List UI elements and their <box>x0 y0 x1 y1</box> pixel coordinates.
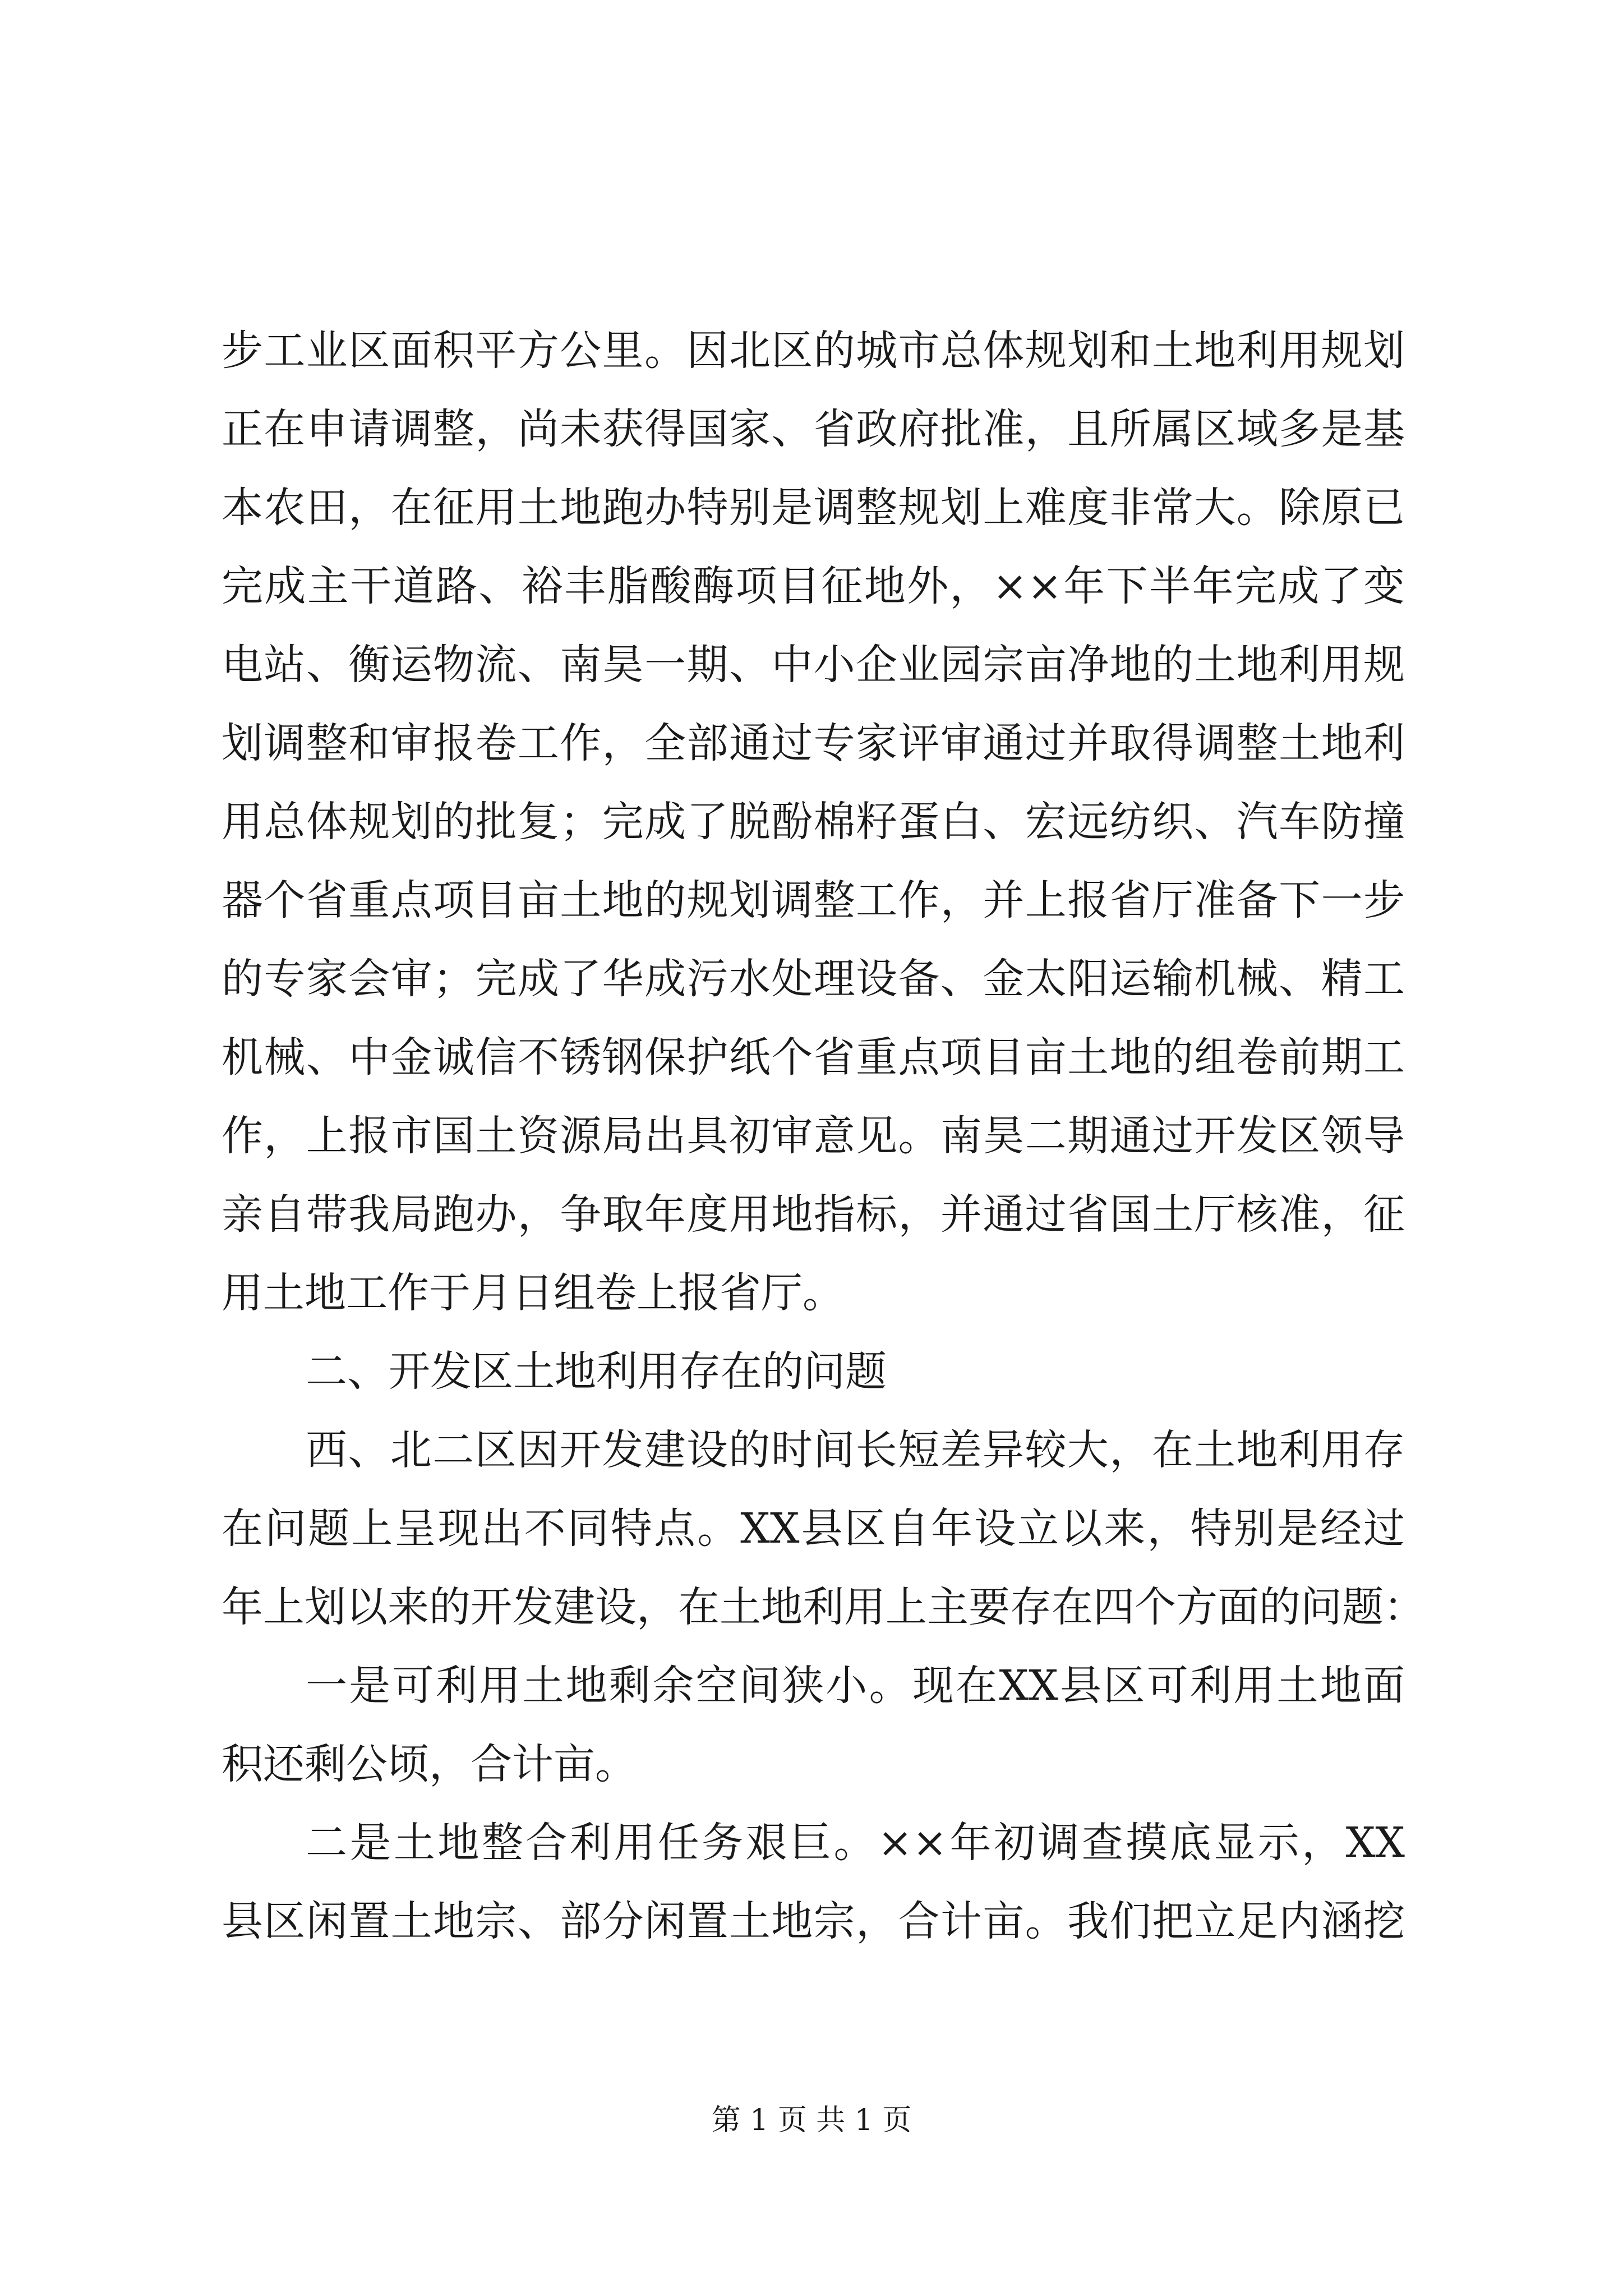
body-line-16: 在问题上呈现出不同特点。XX县区自年设立以来，特别是经过 <box>222 1504 1405 1553</box>
body-line-12: 亲自带我局跑办，争取年度用地指标，并通过省国土厅核准，征 <box>222 1190 1405 1239</box>
body-line-3: 本农田，在征用土地跑办特别是调整规划上难度非常大。除原已 <box>222 484 1405 532</box>
body-line-18: 一是可利用土地剩余空间狭小。现在XX县区可利用土地面 <box>306 1662 1405 1710</box>
body-line-13: 用土地工作于月日组卷上报省厅。 <box>222 1269 844 1317</box>
body-line-21: 县区闲置土地宗、部分闲置土地宗，合计亩。我们把立足内涵挖 <box>222 1897 1405 1945</box>
section-heading: 二、开发区土地利用存在的问题 <box>306 1347 887 1396</box>
page-footer: 第 1 页 共 1 页 <box>711 2104 912 2137</box>
body-line-10: 机械、中金诚信不锈钢保护纸个省重点项目亩土地的组卷前期工 <box>222 1033 1405 1082</box>
body-line-17: 年上划以来的开发建设，在土地利用上主要存在四个方面的问题： <box>222 1583 1425 1631</box>
body-line-6: 划调整和审报卷工作，全部通过专家评审通过并取得调整土地利 <box>222 719 1405 767</box>
body-line-20: 二是土地整合利用任务艰巨。××年初调查摸底显示，XX <box>306 1819 1405 1867</box>
body-line-2: 正在申请调整，尚未获得国家、省政府批准，且所属区域多是基 <box>222 405 1405 453</box>
body-line-19: 积还剩公顷，合计亩。 <box>222 1740 637 1788</box>
body-line-15: 西、北二区因开发建设的时间长短差异较大，在土地利用存 <box>306 1426 1405 1474</box>
body-line-8: 器个省重点项目亩土地的规划调整工作，并上报省厅准备下一步 <box>222 876 1405 924</box>
body-line-11: 作，上报市国土资源局出具初审意见。南昊二期通过开发区领导 <box>222 1112 1405 1160</box>
body-line-4: 完成主干道路、裕丰脂酸酶项目征地外，××年下半年完成了变 <box>222 562 1405 610</box>
body-line-7: 用总体规划的批复；完成了脱酚棉籽蛋白、宏远纺织、汽车防撞 <box>222 798 1405 846</box>
body-line-1: 步工业区面积平方公里。因北区的城市总体规划和土地利用规划 <box>222 326 1405 375</box>
body-line-9: 的专家会审；完成了华成污水处理设备、金太阳运输机械、精工 <box>222 955 1405 1003</box>
body-line-5: 电站、衡运物流、南昊一期、中小企业园宗亩净地的土地利用规 <box>222 641 1405 689</box>
